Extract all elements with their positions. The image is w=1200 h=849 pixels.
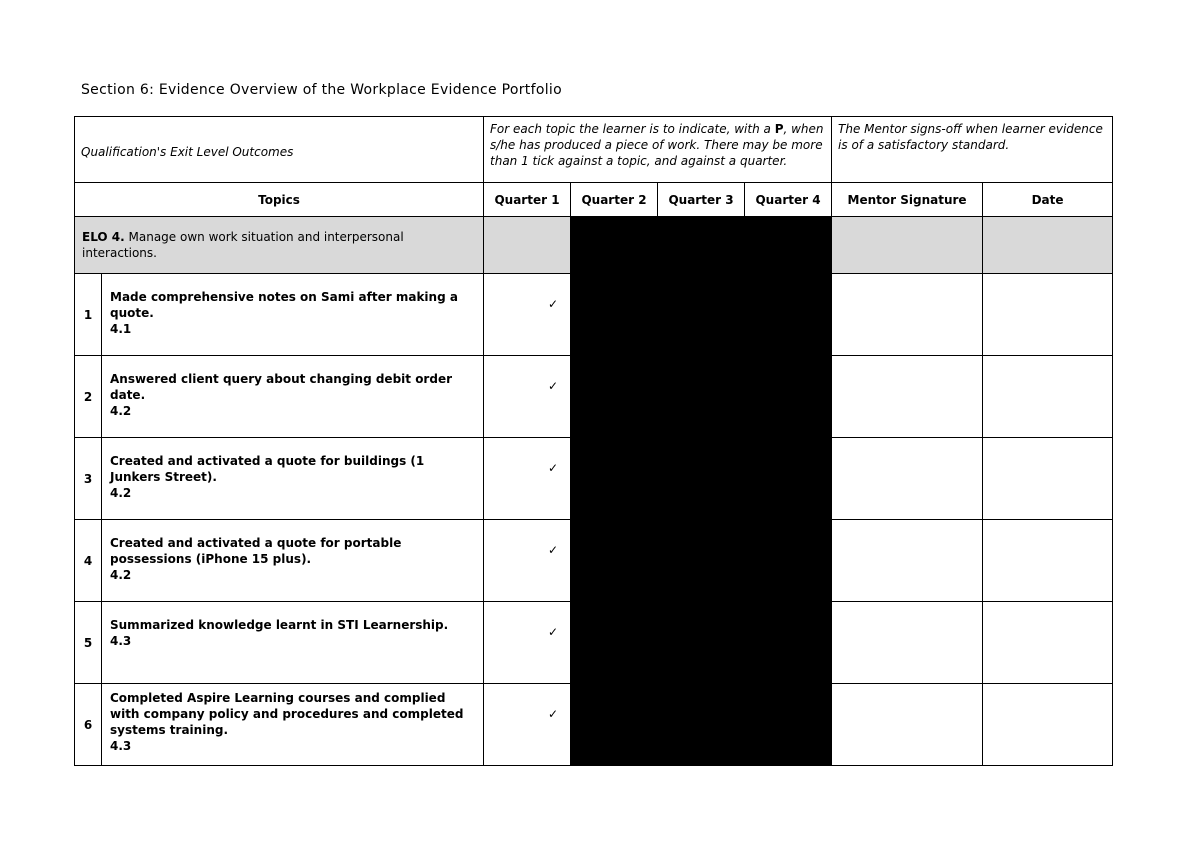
row-number: 3 bbox=[75, 438, 102, 520]
learner-note-part1: For each topic the learner is to indicate, with a bbox=[490, 122, 775, 136]
mentor-signature-cell[interactable] bbox=[832, 356, 983, 438]
page-title: Section 6: Evidence Overview of the Workplace Evidence Portfolio bbox=[81, 82, 562, 98]
quarter-1-tick: ✓ bbox=[484, 520, 571, 602]
elo-q1-cell bbox=[484, 217, 571, 274]
mentor-signature-cell[interactable] bbox=[832, 274, 983, 356]
topic-ref: 4.3 bbox=[110, 634, 132, 648]
topic-text: Made comprehensive notes on Sami after making a quote. bbox=[110, 290, 458, 320]
topic-ref: 4.3 bbox=[110, 739, 132, 753]
quarter-1-tick: ✓ bbox=[484, 356, 571, 438]
learner-instruction-note bbox=[484, 117, 832, 183]
quarter-1-tick: ✓ bbox=[484, 602, 571, 684]
topic-text: Answered client query about changing debit order date. bbox=[110, 372, 452, 402]
topic-cell bbox=[102, 438, 484, 520]
quarter-2-header: Quarter 2 bbox=[571, 183, 658, 217]
mentor-signature-cell[interactable] bbox=[832, 438, 983, 520]
topics-header: Topics bbox=[75, 183, 484, 217]
topic-text: Created and activated a quote for buildings (1 Junkers Street). bbox=[110, 454, 425, 484]
topic-cell bbox=[102, 520, 484, 602]
redacted-quarters-block bbox=[571, 217, 832, 766]
header-notes-row bbox=[75, 117, 1113, 183]
topic-ref: 4.1 bbox=[110, 322, 132, 336]
elo-text: Manage own work situation and interpersonal interactions. bbox=[82, 230, 404, 260]
topic-ref: 4.2 bbox=[110, 404, 132, 418]
quarter-1-tick: ✓ bbox=[484, 274, 571, 356]
row-number: 4 bbox=[75, 520, 102, 602]
topic-ref: 4.2 bbox=[110, 486, 132, 500]
date-cell[interactable] bbox=[983, 356, 1113, 438]
date-cell[interactable] bbox=[983, 602, 1113, 684]
topic-text: Created and activated a quote for portable possessions (iPhone 15 plus). bbox=[110, 536, 402, 566]
mentor-signature-cell[interactable] bbox=[832, 602, 983, 684]
date-cell[interactable] bbox=[983, 520, 1113, 602]
elo-date-cell bbox=[983, 217, 1113, 274]
learner-note-bold: P bbox=[774, 122, 784, 136]
date-cell[interactable] bbox=[983, 274, 1113, 356]
row-number: 6 bbox=[75, 684, 102, 766]
quarter-1-tick: ✓ bbox=[484, 684, 571, 766]
topic-cell bbox=[102, 356, 484, 438]
mentor-signature-cell[interactable] bbox=[832, 684, 983, 766]
date-cell[interactable] bbox=[983, 684, 1113, 766]
topic-text: Completed Aspire Learning courses and complied with company policy and procedures and completed systems training. bbox=[110, 691, 464, 737]
topic-cell bbox=[102, 274, 484, 356]
topic-text: Summarized knowledge learnt in STI Learnership. bbox=[110, 618, 449, 632]
elo-cell bbox=[75, 217, 484, 274]
topic-cell bbox=[102, 602, 484, 684]
quarter-1-tick: ✓ bbox=[484, 438, 571, 520]
row-number: 2 bbox=[75, 356, 102, 438]
mentor-signature-header: Mentor Signature bbox=[832, 183, 983, 217]
elo-mentor-cell bbox=[832, 217, 983, 274]
row-number: 1 bbox=[75, 274, 102, 356]
date-header: Date bbox=[983, 183, 1113, 217]
quarter-1-header: Quarter 1 bbox=[484, 183, 571, 217]
mentor-signature-cell[interactable] bbox=[832, 520, 983, 602]
quarter-3-header: Quarter 3 bbox=[658, 183, 745, 217]
learner-note-part2: , when s/he has produced a piece of work. There may be more than 1 tick against a topic, and against a quarter. bbox=[490, 122, 824, 168]
evidence-overview-table bbox=[74, 116, 1113, 766]
elo-row bbox=[75, 217, 1113, 274]
topic-ref: 4.2 bbox=[110, 568, 132, 582]
mentor-instruction-note: The Mentor signs-off when learner evidence is of a satisfactory standard. bbox=[832, 117, 1113, 183]
exit-level-outcomes-note: Qualification's Exit Level Outcomes bbox=[75, 117, 484, 183]
topic-cell bbox=[102, 684, 484, 766]
quarter-4-header: Quarter 4 bbox=[745, 183, 832, 217]
row-number: 5 bbox=[75, 602, 102, 684]
column-header-row bbox=[75, 183, 1113, 217]
date-cell[interactable] bbox=[983, 438, 1113, 520]
elo-code: ELO 4. bbox=[82, 230, 125, 244]
